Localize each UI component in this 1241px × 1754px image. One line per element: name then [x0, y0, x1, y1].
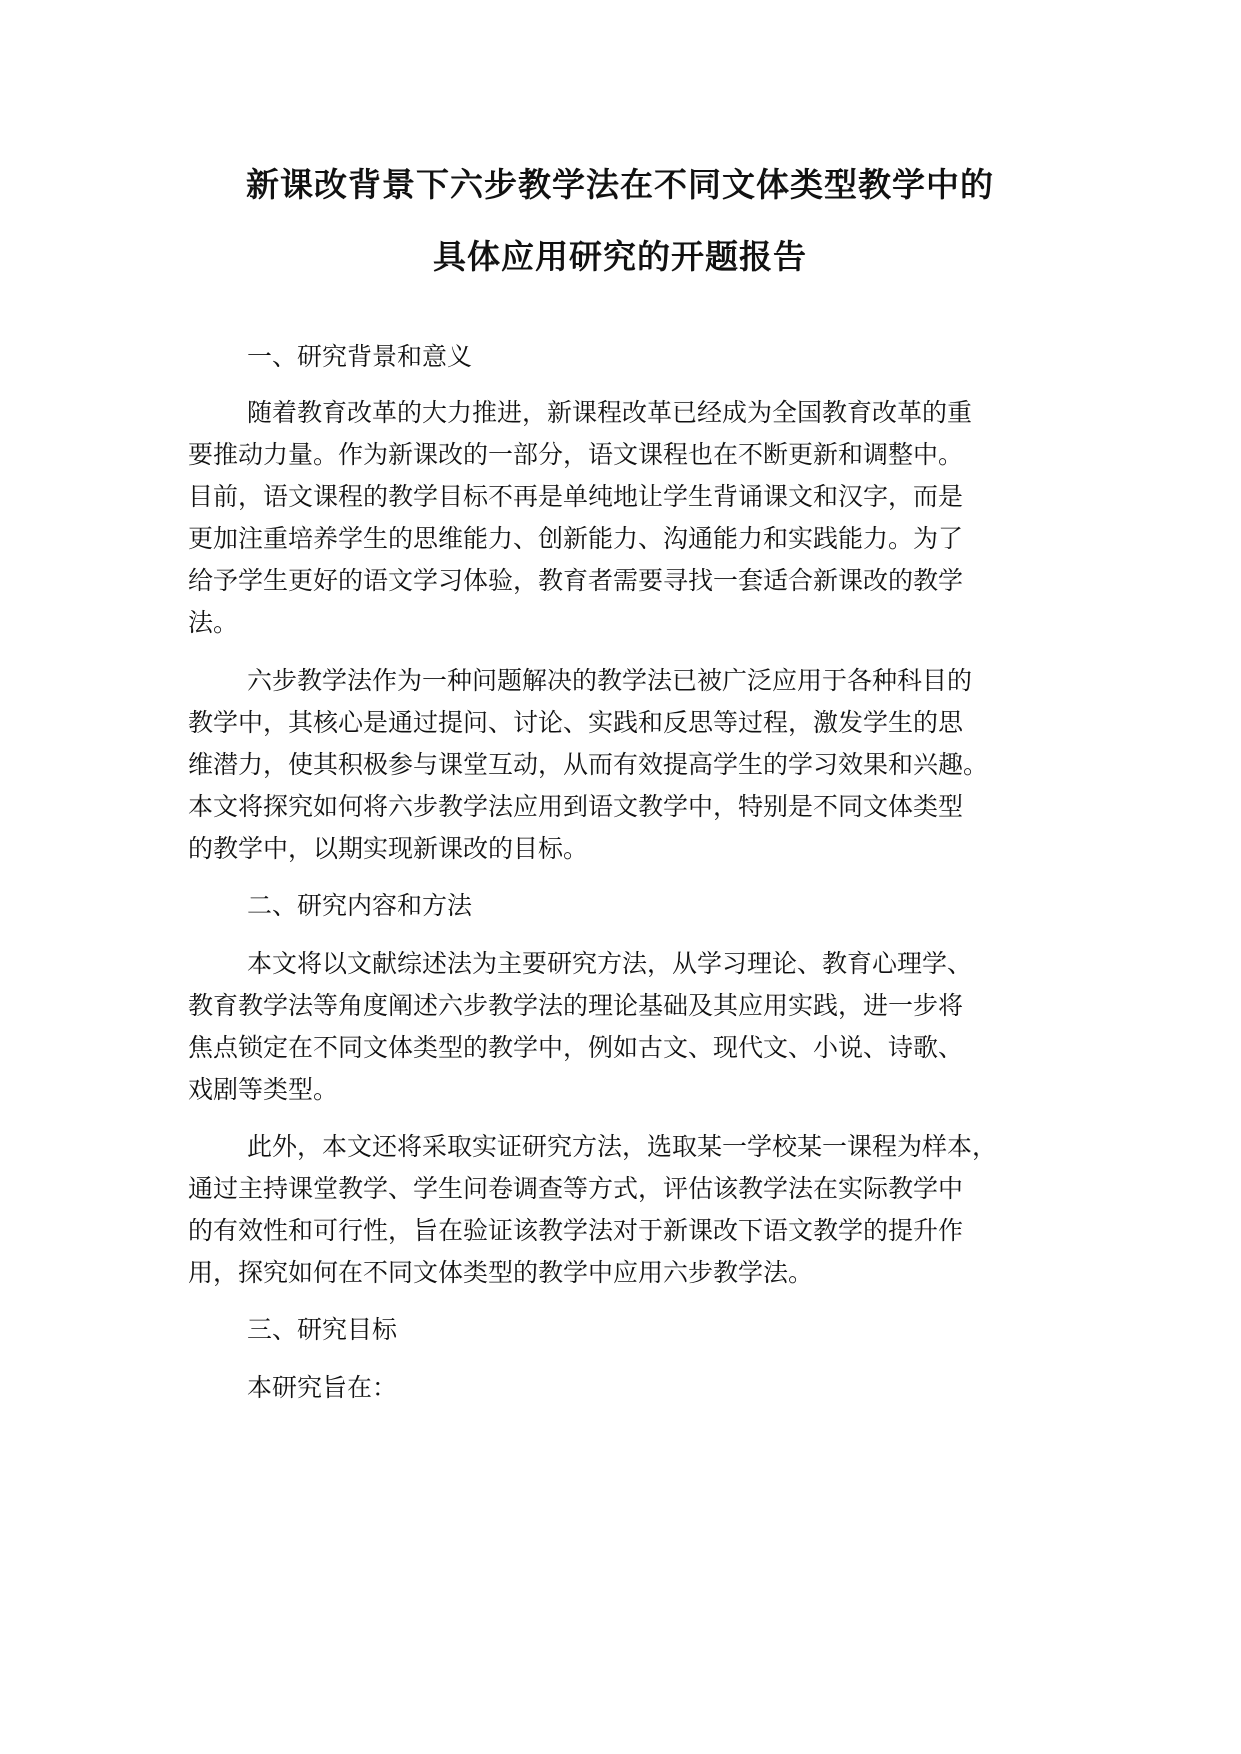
section-heading-content-methods: 二、研究内容和方法	[247, 891, 473, 920]
paragraph-line: 戏剧等类型。	[188, 1075, 339, 1104]
paragraph-line: 要推动力量。作为新课改的一部分，语文课程也在不断更新和调整中。	[188, 440, 964, 469]
paragraph-line: 的有效性和可行性，旨在验证该教学法对于新课改下语文教学的提升作	[188, 1216, 964, 1245]
paragraph-line: 的教学中，以期实现新课改的目标。	[188, 834, 589, 863]
paragraph-line: 本文将以文献综述法为主要研究方法，从学习理论、教育心理学、	[247, 949, 973, 978]
paragraph-line: 用，探究如何在不同文体类型的教学中应用六步教学法。	[188, 1258, 814, 1287]
paragraph-line: 六步教学法作为一种问题解决的教学法已被广泛应用于各种科目的	[247, 666, 973, 695]
section-heading-goals: 三、研究目标	[247, 1315, 398, 1344]
paragraph-line: 教学中，其核心是通过提问、讨论、实践和反思等过程，激发学生的思	[188, 708, 964, 737]
section-heading-background: 一、研究背景和意义	[247, 342, 473, 371]
paragraph-line: 教育教学法等角度阐述六步教学法的理论基础及其应用实践，进一步将	[188, 991, 964, 1020]
document-title-line-1: 新课改背景下六步教学法在不同文体类型教学中的	[246, 165, 994, 204]
paragraph-line: 焦点锁定在不同文体类型的教学中，例如古文、现代文、小说、诗歌、	[188, 1033, 964, 1062]
paragraph-line: 本研究旨在：	[247, 1373, 398, 1402]
paragraph-line: 随着教育改革的大力推进，新课程改革已经成为全国教育改革的重	[247, 398, 973, 427]
paragraph-line: 更加注重培养学生的思维能力、创新能力、沟通能力和实践能力。为了	[188, 524, 964, 553]
paragraph-line: 本文将探究如何将六步教学法应用到语文教学中，特别是不同文体类型	[188, 792, 964, 821]
paragraph-line: 给予学生更好的语文学习体验，教育者需要寻找一套适合新课改的教学	[188, 566, 964, 595]
paragraph-line: 通过主持课堂教学、学生问卷调查等方式，评估该教学法在实际教学中	[188, 1174, 964, 1203]
paragraph-line: 目前，语文课程的教学目标不再是单纯地让学生背诵课文和汉字，而是	[188, 482, 964, 511]
paragraph-line: 此外，本文还将采取实证研究方法，选取某一学校某一课程为样本，	[247, 1132, 998, 1161]
paragraph-line: 维潜力，使其积极参与课堂互动，从而有效提高学生的学习效果和兴趣。	[188, 750, 989, 779]
document-title-line-2: 具体应用研究的开题报告	[433, 237, 807, 276]
paragraph-line: 法。	[188, 608, 239, 637]
